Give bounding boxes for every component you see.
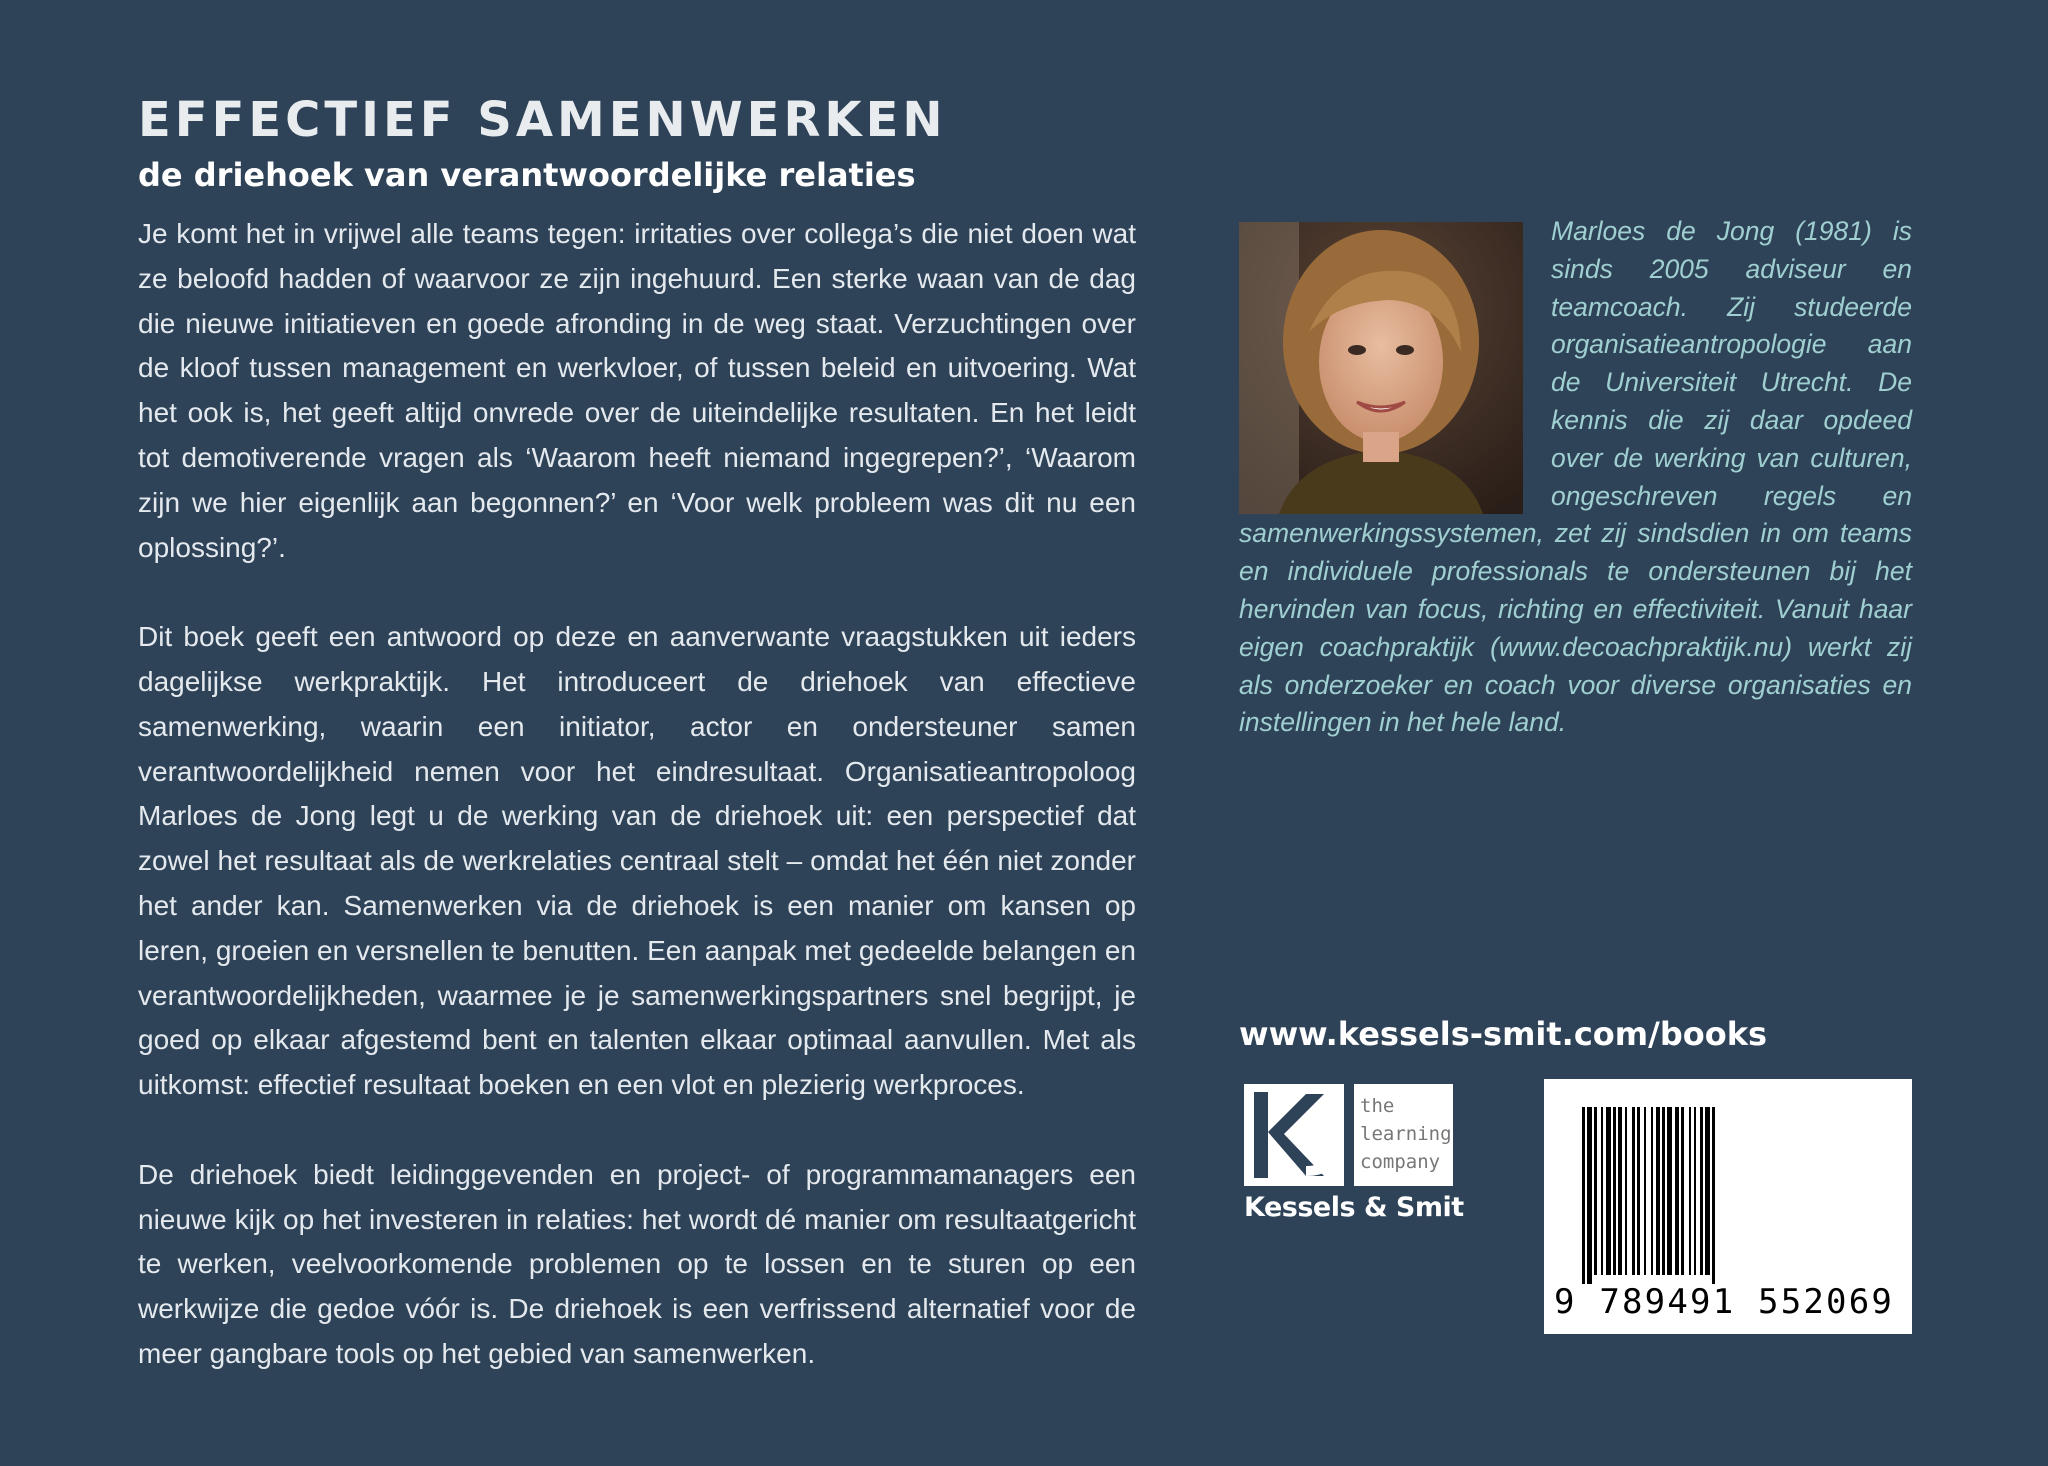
barcode-bar	[1662, 1107, 1665, 1275]
blurb-paragraph-3: De driehoek biedt leidinggevenden en project- of programmamanagers een nieuwe kijk op het investeren in relaties: het wordt dé manier om resultaatgericht te werken, veelvoorkomende problemen op te lossen en te sturen op een werkwijze die gedoe vóór is. De driehoek is een verfrissend alternatief voor de meer gangbare tools op het gebied van samenwerken.	[138, 1158, 1136, 1369]
barcode-bar	[1594, 1107, 1597, 1275]
barcode-bar	[1601, 1107, 1603, 1275]
ks-logo-icon	[1244, 1084, 1344, 1186]
barcode-bar	[1712, 1107, 1715, 1284]
barcode-bar	[1705, 1107, 1710, 1275]
barcode-bar	[1632, 1107, 1635, 1275]
author-bio: Marloes de Jong (1981) is sinds 2005 adviseur en teamcoach. Zij studeerde organisatieantropologie aan de Universiteit Utrecht. De kennis die zij daar opdeed over de werking van culturen, ongeschreven regels en samenwerkingssystemen, zet zij sindsdien in om teams en individuele professionals te ondersteunen bij het hervinden van focus, richting en effectiviteit. Vanuit haar eigen coachpraktijk (www.decoachpraktijk.nu) werkt zij als onderzoeker en coach voor diverse organisaties en instellingen in het hele land.	[1239, 216, 1912, 738]
barcode-bar	[1618, 1107, 1622, 1275]
logo-tagline: the learning company	[1354, 1084, 1453, 1186]
back-cover-blurb	[138, 212, 1136, 1377]
barcode-bar	[1681, 1107, 1684, 1275]
book-subtitle: de driehoek van verantwoordelijke relaties	[138, 156, 916, 194]
author-section	[1239, 213, 1912, 742]
blurb-paragraph-2: Dit boek geeft een antwoord op deze en aanverwante vraagstukken uit ieders dagelijkse werkpraktijk. Het introduceert de driehoek van effectieve samenwerking, waarin een initiator, actor en ondersteuner samen verantwoordelijkheid nemen voor het eindresultaat. Organisatieantropoloog Marloes de Jong legt u de werking van de driehoek uit: een perspectief dat zowel het resultaat als de werkrelaties centraal stelt – omdat het één niet zonder het ander kan. Samenwerken via de driehoek is een manier om kansen op leren, groeien en versnellen te benutten. Een aanpak met gedeelde belangen en verantwoordelijkheden, waarmee je je samenwerkingspartners snel begrijpt, je goed op elkaar afgestemd bent en talenten elkaar optimaal aanvullen. Met als uitkomst: effectief resultaat boeken en een vlot en plezierig werkproces.	[138, 621, 1136, 1101]
barcode-bar	[1587, 1107, 1592, 1284]
barcode-bar	[1689, 1107, 1691, 1275]
book-title: EFFECTIEF SAMENWERKEN	[138, 92, 947, 148]
barcode-bar	[1582, 1107, 1585, 1284]
barcode-bar	[1613, 1107, 1616, 1275]
isbn-number: 9 789491 552069	[1554, 1282, 1895, 1322]
barcode-bar	[1644, 1107, 1646, 1275]
publisher-logo	[1244, 1084, 1464, 1224]
barcode-bar	[1700, 1107, 1703, 1275]
isbn-barcode	[1544, 1079, 1912, 1334]
barcode-bar	[1656, 1107, 1660, 1275]
publisher-name: Kessels & Smit	[1244, 1192, 1464, 1223]
barcode-bar	[1606, 1107, 1611, 1275]
publisher-url[interactable]: www.kessels-smit.com/books	[1239, 1015, 1768, 1053]
barcode-bar	[1625, 1107, 1627, 1275]
barcode-bar	[1637, 1107, 1640, 1275]
barcode-bar	[1694, 1107, 1696, 1275]
blurb-paragraph-1: Je komt het in vrijwel alle teams tegen: irritaties over collega’s die niet doen wat ze beloofd hadden of waarvoor ze zijn ingehuurd. Een sterke waan van de dag die nieuwe initiatieven en goede afronding in de weg staat. Verzuchtingen over de kloof tussen management en werkvloer, of tussen beleid en uitvoering. Wat het ook is, het geeft altijd onvrede over de uiteindelijke resultaten. En het leidt tot demotiverende vragen als ‘Waarom heeft niemand ingegrepen?’, ‘Waarom zijn we hier eigenlijk aan begonnen?’ en ‘Voor welk probleem was dit nu een oplossing?’.	[138, 218, 1136, 563]
barcode-bar	[1667, 1107, 1672, 1275]
author-photo	[1239, 222, 1523, 514]
barcode-bar	[1651, 1107, 1653, 1275]
barcode-bar	[1675, 1107, 1679, 1275]
